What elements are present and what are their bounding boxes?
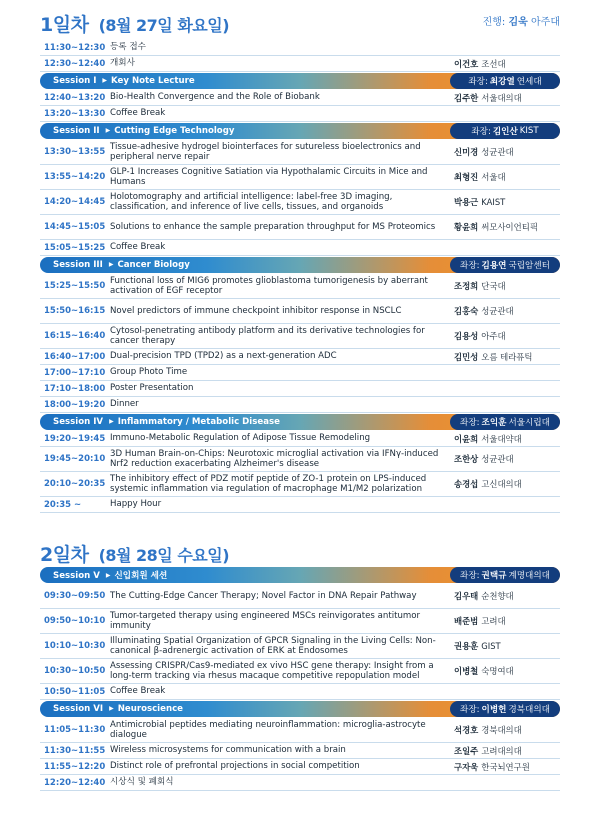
play-triangle-icon: ▶ [105, 127, 111, 134]
chair-prefix: 좌장: [471, 127, 491, 137]
talk-title: Cytosol-penetrating antibody platform and its derivative technologies for cancer therapy [110, 325, 425, 346]
session-name: 신입회원 세션 [114, 571, 168, 581]
speaker-name: 배준범 [454, 616, 479, 626]
organizer-credit [483, 13, 560, 28]
session-header [40, 567, 560, 583]
time-slot: 12:40~13:20 [44, 92, 106, 103]
speaker-affil: 한국뇌연구원 [481, 761, 530, 772]
session-chair [450, 414, 560, 430]
time-slot: 14:45~15:05 [44, 222, 106, 232]
talk-title: Distinct role of prefrontal projections in social competition [110, 761, 360, 772]
chair-prefix: 좌장: [460, 571, 480, 581]
schedule-row [40, 609, 560, 634]
speaker [454, 615, 560, 627]
speaker-name: 구자욱 [454, 761, 479, 772]
speaker-affil: 서울대의대 [481, 92, 522, 103]
speaker-name: 이윤희 [454, 433, 479, 444]
speaker [454, 590, 560, 602]
chair-affil: 서울시립대 [508, 418, 550, 428]
speaker-name: 김우태 [454, 591, 479, 601]
talk-title: Illuminating Spatial Organization of GPCR Signaling in the Living Cells: Non-canonical β-adrenergic activation of ERK at Endosomes [110, 635, 436, 656]
schedule-row [40, 56, 560, 72]
session-header [40, 257, 560, 273]
speaker-affil: KAIST [481, 197, 506, 207]
play-triangle-icon: ▶ [109, 418, 114, 425]
session-label-group [40, 569, 167, 581]
speaker-affil: 성균관대 [481, 306, 514, 316]
talk-title: Holotomography and artificial intelligence: label-free 3D imaging, classification, and inference of live cells, tissues, and organoids [110, 191, 393, 212]
talk-title: Novel predictors of immune checkpoint inhibitor response in NSCLC [110, 305, 402, 316]
chair-name: 김용연 [481, 261, 507, 271]
day1-program [40, 40, 560, 513]
schedule-row [40, 775, 560, 791]
speaker-affil: 성균관대 [481, 147, 514, 157]
schedule-row [40, 299, 560, 324]
speaker-affil: 서울대 [481, 172, 506, 182]
time-slot: 11:55~12:20 [44, 761, 106, 772]
speaker-affil: 조선대 [481, 58, 506, 69]
talk-title: Assessing CRISPR/Cas9-mediated ex vivo HSC gene therapy: Insight from a long-term tracking via rhesus macaque competitive repopulation model [110, 660, 434, 681]
session-chair [450, 567, 560, 583]
chair-affil: 연세대 [516, 77, 542, 87]
talk-title: Happy Hour [110, 499, 162, 510]
talk-title: Coffee Break [110, 686, 166, 697]
time-slot: 20:10~20:35 [44, 479, 106, 489]
schedule-row [40, 106, 560, 122]
talk-title: Functional loss of MIG6 promotes glioblastoma tumorigenesis by aberrant activation of EGF receptor [110, 275, 428, 296]
speaker [454, 745, 560, 757]
time-slot: 13:55~14:20 [44, 172, 106, 182]
time-slot: 13:30~13:55 [44, 147, 106, 157]
session-chair [450, 701, 560, 717]
chair-affil: 경북대의대 [508, 705, 550, 715]
talk-title: Coffee Break [110, 242, 166, 253]
speaker [454, 640, 560, 652]
chair-affil: 국립암센터 [508, 261, 550, 271]
chair-prefix: 좌장: [468, 77, 488, 87]
chair-name: 권택규 [481, 571, 507, 581]
schedule-row [40, 743, 560, 759]
speaker [454, 146, 560, 158]
talk-title: Bio-Health Convergence and the Role of Biobank [110, 92, 320, 103]
time-slot: 19:20~19:45 [44, 433, 106, 444]
schedule-row [40, 190, 560, 215]
session-name: Cancer Biology [117, 260, 190, 270]
speaker-affil: 고신대의대 [481, 479, 522, 489]
session-chair [450, 257, 560, 273]
chair-name: 조익훈 [481, 418, 507, 428]
session-header [40, 701, 560, 717]
speaker-name: 권용훈 [454, 641, 479, 651]
talk-title: Immuno-Metabolic Regulation of Adipose Tissue Remodeling [110, 433, 371, 444]
talk-title: Tissue-adhesive hydrogel biointerfaces for sutureless bioelectronics and peripheral nerve repair [110, 141, 421, 162]
time-slot: 11:30~11:55 [44, 745, 106, 756]
time-slot: 17:00~17:10 [44, 367, 106, 378]
session-label-group [40, 417, 280, 427]
play-triangle-icon: ▶ [109, 705, 114, 712]
day1-date: (8월 27일 화요일) [98, 16, 230, 35]
speaker [454, 478, 560, 490]
schedule-row [40, 365, 560, 381]
schedule-row [40, 165, 560, 190]
schedule-row [40, 140, 560, 165]
schedule-row [40, 584, 560, 609]
schedule-row [40, 215, 560, 240]
schedule-row [40, 90, 560, 106]
chair-name: 김인산 [492, 127, 518, 137]
schedule-row [40, 381, 560, 397]
talk-title: The inhibitory effect of PDZ motif peptide of ZO-1 protein on LPS-induced systemic inflammation via regulation of macrophage M1/M2 polarization [110, 473, 427, 494]
time-slot: 11:05~11:30 [44, 725, 106, 735]
speaker-affil: 순천향대 [481, 591, 514, 601]
day1-title [40, 10, 229, 37]
session-header [40, 414, 560, 430]
talk-title: The Cutting-Edge Cancer Therapy; Novel Factor in DNA Repair Pathway [110, 590, 417, 601]
speaker-name: 김민성 [454, 351, 479, 362]
day1-header [40, 10, 560, 38]
schedule-row [40, 240, 560, 256]
session-header [40, 123, 560, 139]
time-slot: 15:50~16:15 [44, 306, 106, 316]
play-triangle-icon: ▶ [108, 261, 114, 268]
talk-title: 3D Human Brain-on-Chips: Neurotoxic microglial activation via IFNγ-induced Nrf2 reduction exacerbating Alzheimer's disease [110, 448, 439, 469]
session-label-group [40, 76, 195, 86]
speaker-name: 조일주 [454, 745, 479, 756]
session-label: Session III [53, 260, 103, 270]
time-slot: 13:20~13:30 [44, 108, 106, 119]
session-label-group [40, 126, 234, 136]
time-slot: 20:35 ~ [44, 499, 82, 510]
speaker [454, 724, 560, 736]
session-chair [450, 73, 560, 89]
speaker-affil: 고려대 [481, 616, 506, 626]
speaker-name: 김용성 [454, 331, 479, 341]
talk-title: Group Photo Time [110, 367, 188, 378]
time-slot: 09:50~10:10 [44, 616, 106, 626]
speaker [454, 92, 560, 104]
schedule-row [40, 40, 560, 56]
time-slot: 10:50~11:05 [44, 686, 106, 697]
speaker-name: 최형진 [454, 172, 479, 182]
talk-title: Solutions to enhance the sample preparation throughput for MS Proteomics [110, 221, 436, 232]
schedule-row [40, 718, 560, 743]
day2-title-label: 2일차 [40, 544, 89, 566]
chair-name: 이병헌 [481, 705, 507, 715]
time-slot: 19:45~20:10 [44, 454, 106, 464]
speaker-name: 김주한 [454, 92, 479, 103]
talk-title: Tumor-targeted therapy using engineered MSCs reinvigorates antitumor immunity [110, 610, 421, 631]
speaker-name: 조한상 [454, 454, 479, 464]
talk-title: 개회사 [110, 58, 135, 69]
speaker [454, 453, 560, 465]
schedule-row [40, 349, 560, 365]
speaker [454, 221, 560, 233]
speaker-affil: 오름 테라퓨틱 [481, 351, 533, 362]
schedule-row [40, 759, 560, 775]
speaker-name: 황윤희 [454, 222, 479, 232]
play-triangle-icon: ▶ [102, 77, 108, 84]
speaker [454, 280, 560, 292]
speaker-affil: 써모사이언티픽 [481, 222, 538, 232]
talk-title: Dinner [110, 399, 139, 410]
day2-program [40, 566, 560, 791]
schedule-row [40, 659, 560, 684]
session-label: Session II [53, 126, 100, 136]
play-triangle-icon: ▶ [105, 572, 111, 579]
session-name: Inflammatory / Metabolic Disease [117, 417, 280, 427]
day2-title [40, 540, 229, 567]
chair-prefix: 좌장: [460, 418, 480, 428]
speaker [454, 330, 560, 342]
schedule-row [40, 634, 560, 659]
speaker-affil: 단국대 [481, 281, 506, 291]
speaker-affil: 고려대의대 [481, 745, 522, 756]
talk-title: Wireless microsystems for communication with a brain [110, 745, 346, 756]
speaker-affil: 서울대약대 [481, 433, 522, 444]
speaker-name: 이건호 [454, 58, 479, 69]
speaker [454, 171, 560, 183]
speaker [454, 351, 560, 363]
session-chair [450, 123, 560, 139]
talk-title: GLP-1 Increases Cognitive Satiation via Hypothalamic Circuits in Mice and Humans [110, 166, 428, 187]
schedule-row [40, 447, 560, 472]
chair-prefix: 좌장: [460, 705, 480, 715]
chair-affil: KIST [519, 126, 539, 136]
schedule-row [40, 324, 560, 349]
talk-title: Poster Presentation [110, 383, 194, 394]
speaker-name: 신미경 [454, 147, 479, 157]
day1-title-label: 1일차 [40, 14, 89, 36]
speaker [454, 196, 560, 208]
time-slot: 18:00~19:20 [44, 399, 106, 410]
time-slot: 09:30~09:50 [44, 591, 106, 601]
schedule-row [40, 274, 560, 299]
speaker-affil: 숙명여대 [481, 666, 514, 676]
session-label-group [40, 260, 190, 270]
session-name: Cutting Edge Technology [114, 126, 235, 136]
schedule-row [40, 431, 560, 447]
speaker-affil: GIST [481, 641, 501, 651]
speaker [454, 433, 560, 445]
speaker-name: 석경호 [454, 725, 479, 735]
chair-name: 최강열 [489, 77, 515, 87]
chair-prefix: 좌장: [460, 261, 480, 271]
talk-title: 등록 접수 [110, 42, 146, 53]
speaker [454, 305, 560, 317]
speaker-name: 송경섭 [454, 479, 479, 489]
organizer-affil: 아주대 [531, 17, 560, 28]
day2-header [40, 540, 560, 568]
schedule-row [40, 497, 560, 513]
time-slot: 15:05~15:25 [44, 242, 106, 253]
schedule-row [40, 684, 560, 700]
chair-affil: 계명대의대 [508, 571, 550, 581]
time-slot: 10:30~10:50 [44, 666, 106, 676]
speaker-name: 김홍숙 [454, 306, 479, 316]
schedule-row [40, 397, 560, 413]
speaker-affil: 아주대 [481, 331, 506, 341]
time-slot: 12:20~12:40 [44, 777, 106, 788]
talk-title: 시상식 및 폐회식 [110, 777, 174, 788]
day2-date: (8월 28일 수요일) [98, 546, 230, 565]
time-slot: 16:40~17:00 [44, 351, 106, 362]
speaker-name: 박용근 [454, 197, 479, 207]
talk-title: Dual-precision TPD (TPD2) as a next-generation ADC [110, 351, 337, 362]
session-label-group [40, 704, 183, 714]
talk-title: Antimicrobial peptides mediating neuroinflammation: microglia-astrocyte dialogue [110, 719, 426, 740]
speaker-affil: 경북대의대 [481, 725, 522, 735]
session-label: Session I [53, 76, 97, 86]
time-slot: 16:15~16:40 [44, 331, 106, 341]
time-slot: 12:30~12:40 [44, 58, 106, 69]
talk-title: Coffee Break [110, 108, 166, 119]
speaker [454, 58, 560, 70]
organizer-name: 김욱 [508, 17, 528, 28]
schedule-row [40, 472, 560, 497]
session-label: Session VI [53, 704, 104, 714]
speaker-affil: 성균관대 [481, 454, 514, 464]
time-slot: 14:20~14:45 [44, 197, 106, 207]
speaker-name: 조정희 [454, 281, 479, 291]
session-header [40, 73, 560, 89]
speaker [454, 665, 560, 677]
time-slot: 15:25~15:50 [44, 281, 106, 291]
organizer-prefix: 진행: [482, 17, 506, 28]
time-slot: 10:10~10:30 [44, 641, 106, 651]
session-label: Session IV [53, 417, 104, 427]
session-name: Neuroscience [117, 704, 183, 714]
session-name: Key Note Lecture [111, 76, 195, 86]
speaker [454, 761, 560, 773]
session-label: Session V [53, 571, 100, 581]
speaker-name: 이병철 [454, 666, 479, 676]
time-slot: 11:30~12:30 [44, 42, 106, 53]
time-slot: 17:10~18:00 [44, 383, 106, 394]
